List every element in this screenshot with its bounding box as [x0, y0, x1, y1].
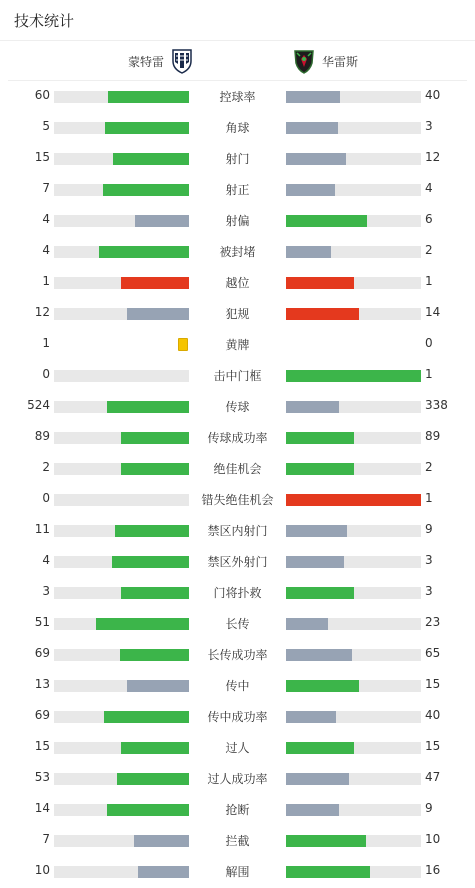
away-value: 2	[425, 460, 433, 474]
home-bar-fill	[121, 742, 189, 754]
stat-label: 击中门框	[213, 369, 262, 383]
home-bar-fill	[105, 122, 189, 134]
stat-label: 射偏	[225, 214, 250, 228]
stat-row	[0, 577, 475, 608]
stat-row	[0, 825, 475, 856]
away-value: 3	[425, 553, 433, 567]
stat-row	[0, 112, 475, 143]
away-bar-track	[286, 277, 421, 289]
home-bar-track	[54, 153, 189, 165]
away-value: 23	[425, 615, 441, 629]
stat-row	[0, 701, 475, 732]
home-bar-fill	[121, 587, 189, 599]
away-bar-track	[286, 866, 421, 878]
away-bar-track	[286, 804, 421, 816]
stat-label: 越位	[225, 276, 250, 290]
home-bar-fill	[113, 153, 189, 165]
away-bar-fill	[286, 432, 354, 444]
stat-label: 解围	[225, 865, 250, 879]
away-bar-fill	[286, 773, 349, 785]
home-bar-fill	[107, 804, 189, 816]
home-bar-track	[54, 308, 189, 320]
home-bar-fill	[108, 91, 189, 103]
away-value: 14	[425, 305, 441, 319]
home-value: 0	[42, 491, 50, 505]
stat-label: 角球	[225, 121, 250, 135]
home-value: 60	[34, 88, 50, 102]
stat-label: 传中成功率	[207, 710, 268, 724]
away-value: 6	[425, 212, 433, 226]
stat-row	[0, 515, 475, 546]
away-bar-track	[286, 835, 421, 847]
stat-label: 门将扑救	[213, 586, 262, 600]
away-value: 47	[425, 770, 441, 784]
away-value: 4	[425, 181, 433, 195]
home-bar-track	[54, 463, 189, 475]
home-bar-fill	[127, 680, 189, 692]
stat-row	[0, 298, 475, 329]
home-bar-track	[54, 370, 189, 382]
home-bar-track	[54, 525, 189, 537]
away-value: 9	[425, 801, 433, 815]
stat-row	[0, 794, 475, 825]
home-value: 7	[42, 832, 50, 846]
stat-row	[0, 81, 475, 112]
away-bar-fill	[286, 866, 370, 878]
away-value: 10	[425, 832, 441, 846]
stat-row	[0, 763, 475, 794]
home-bar-fill	[112, 556, 189, 568]
away-team-name: 华雷斯	[322, 54, 359, 69]
stat-label: 错失绝佳机会	[201, 493, 274, 507]
stat-row	[0, 205, 475, 236]
stats-list	[0, 81, 475, 887]
home-bar-track	[54, 184, 189, 196]
away-bar-fill	[286, 587, 354, 599]
away-value: 65	[425, 646, 441, 660]
stat-label: 射正	[225, 183, 250, 197]
away-team	[292, 48, 358, 74]
home-bar-track	[54, 804, 189, 816]
away-bar-fill	[286, 122, 338, 134]
stat-row	[0, 608, 475, 639]
home-value: 14	[34, 801, 50, 815]
stat-label: 控球率	[219, 90, 256, 104]
home-value: 13	[34, 677, 50, 691]
home-value: 69	[34, 646, 50, 660]
home-bar-track	[54, 432, 189, 444]
away-value: 338	[425, 398, 448, 412]
home-bar-fill	[121, 277, 189, 289]
away-bar-fill	[286, 184, 335, 196]
home-bar-fill	[127, 308, 189, 320]
home-bar-fill	[121, 432, 189, 444]
away-value: 1	[425, 274, 433, 288]
away-value: 16	[425, 863, 441, 877]
stat-row	[0, 174, 475, 205]
away-value: 40	[425, 88, 441, 102]
stat-label: 被封堵	[219, 245, 256, 259]
home-bar-track	[54, 215, 189, 227]
away-bar-track	[286, 308, 421, 320]
away-bar-track	[286, 711, 421, 723]
stat-row	[0, 639, 475, 670]
away-bar-track	[286, 742, 421, 754]
stat-row	[0, 546, 475, 577]
home-bar-fill	[120, 649, 189, 661]
home-value: 11	[34, 522, 50, 536]
away-bar-fill	[286, 649, 352, 661]
away-bar-fill	[286, 277, 354, 289]
home-bar-track	[54, 835, 189, 847]
away-bar-track	[286, 184, 421, 196]
home-bar-fill	[134, 835, 189, 847]
stat-row	[0, 670, 475, 701]
away-value: 40	[425, 708, 441, 722]
home-bar-track	[54, 618, 189, 630]
home-value: 10	[34, 863, 50, 877]
home-bar-fill	[117, 773, 189, 785]
away-bar-fill	[286, 742, 354, 754]
away-bar-track	[286, 432, 421, 444]
header	[0, 0, 475, 41]
teams-header	[8, 41, 467, 81]
home-value: 51	[34, 615, 50, 629]
stat-row	[0, 329, 475, 360]
home-value: 0	[42, 367, 50, 381]
away-bar-fill	[286, 370, 421, 382]
home-bar-track	[54, 711, 189, 723]
stat-row	[0, 484, 475, 515]
stat-row	[0, 236, 475, 267]
stat-label: 犯规	[225, 307, 250, 321]
away-bar-track	[286, 494, 421, 506]
home-bar-track	[54, 556, 189, 568]
stat-label: 黄牌	[225, 338, 250, 352]
away-value: 15	[425, 677, 441, 691]
away-bar-fill	[286, 711, 336, 723]
stat-row	[0, 360, 475, 391]
home-bar-track	[54, 122, 189, 134]
home-bar-track	[54, 277, 189, 289]
home-team-name: 蒙特雷	[127, 54, 164, 69]
home-value: 7	[42, 181, 50, 195]
stat-label: 传球	[225, 400, 250, 414]
away-bar-fill	[286, 835, 366, 847]
stat-label: 过人	[225, 741, 250, 755]
away-bar-track	[286, 246, 421, 258]
away-value: 1	[425, 367, 433, 381]
home-team	[128, 48, 194, 74]
home-bar-fill	[103, 184, 189, 196]
home-value: 5	[42, 119, 50, 133]
away-bar-fill	[286, 215, 367, 227]
stat-label: 绝佳机会	[213, 462, 262, 476]
stat-row	[0, 856, 475, 887]
home-value: 4	[42, 212, 50, 226]
home-value: 1	[42, 274, 50, 288]
away-bar-track	[286, 153, 421, 165]
away-bar-fill	[286, 525, 347, 537]
stat-label: 抢断	[225, 803, 250, 817]
stat-label: 禁区外射门	[207, 555, 268, 569]
home-bar-fill	[96, 618, 189, 630]
home-value: 53	[34, 770, 50, 784]
home-value: 12	[34, 305, 50, 319]
home-bar-track	[54, 494, 189, 506]
away-bar-track	[286, 680, 421, 692]
home-bar-fill	[99, 246, 189, 258]
stat-row	[0, 391, 475, 422]
home-bar-fill	[121, 463, 189, 475]
home-bar-track	[54, 742, 189, 754]
yellow-card-icon	[178, 338, 188, 351]
away-bar-track	[286, 525, 421, 537]
home-value: 1	[42, 336, 50, 350]
home-bar-track	[54, 649, 189, 661]
home-bar-track	[54, 773, 189, 785]
home-bar-fill	[115, 525, 189, 537]
home-bar-fill	[104, 711, 189, 723]
home-bar-track	[54, 401, 189, 413]
home-value: 89	[34, 429, 50, 443]
away-bar-fill	[286, 618, 328, 630]
away-value: 15	[425, 739, 441, 753]
home-bar-track	[54, 866, 189, 878]
away-bar-fill	[286, 463, 354, 475]
page-title: 技术统计	[14, 11, 75, 30]
away-bar-track	[286, 773, 421, 785]
away-bar-track	[286, 649, 421, 661]
away-bar-fill	[286, 494, 421, 506]
away-bar-fill	[286, 246, 331, 258]
away-bar-track	[286, 215, 421, 227]
home-value: 4	[42, 553, 50, 567]
home-bar-track	[54, 91, 189, 103]
away-value: 9	[425, 522, 433, 536]
home-value: 3	[42, 584, 50, 598]
away-value: 89	[425, 429, 441, 443]
away-bar-track	[286, 370, 421, 382]
home-value: 69	[34, 708, 50, 722]
home-bar-track	[54, 587, 189, 599]
away-bar-track	[286, 463, 421, 475]
home-bar-fill	[138, 866, 189, 878]
away-bar-track	[286, 618, 421, 630]
away-value: 2	[425, 243, 433, 257]
away-value: 12	[425, 150, 441, 164]
away-value: 0	[425, 336, 433, 350]
stat-label: 射门	[225, 152, 250, 166]
home-bar-track	[54, 680, 189, 692]
stat-label: 禁区内射门	[207, 524, 268, 538]
home-value: 524	[27, 398, 50, 412]
stat-label: 长传	[225, 617, 250, 631]
home-team-crest-icon	[170, 48, 194, 74]
away-bar-fill	[286, 556, 344, 568]
stat-label: 传球成功率	[207, 431, 268, 445]
stat-row	[0, 732, 475, 763]
stat-label: 传中	[225, 679, 250, 693]
home-value: 4	[42, 243, 50, 257]
stat-label: 过人成功率	[207, 772, 268, 786]
stat-label: 长传成功率	[207, 648, 268, 662]
away-bar-fill	[286, 153, 346, 165]
away-value: 1	[425, 491, 433, 505]
away-value: 3	[425, 119, 433, 133]
away-bar-track	[286, 587, 421, 599]
stat-row	[0, 267, 475, 298]
stat-row	[0, 422, 475, 453]
away-bar-fill	[286, 91, 340, 103]
away-bar-fill	[286, 804, 339, 816]
away-team-crest-icon	[292, 48, 316, 74]
away-value: 3	[425, 584, 433, 598]
home-bar-fill	[135, 215, 189, 227]
away-bar-fill	[286, 401, 339, 413]
home-bar-fill	[107, 401, 189, 413]
away-bar-track	[286, 401, 421, 413]
home-value: 15	[34, 739, 50, 753]
away-bar-track	[286, 122, 421, 134]
away-bar-track	[286, 91, 421, 103]
home-value: 2	[42, 460, 50, 474]
away-bar-track	[286, 556, 421, 568]
stat-row	[0, 143, 475, 174]
away-bar-fill	[286, 308, 359, 320]
home-value: 15	[34, 150, 50, 164]
away-bar-fill	[286, 680, 359, 692]
stat-row	[0, 453, 475, 484]
stat-label: 拦截	[225, 834, 250, 848]
home-bar-track	[54, 246, 189, 258]
